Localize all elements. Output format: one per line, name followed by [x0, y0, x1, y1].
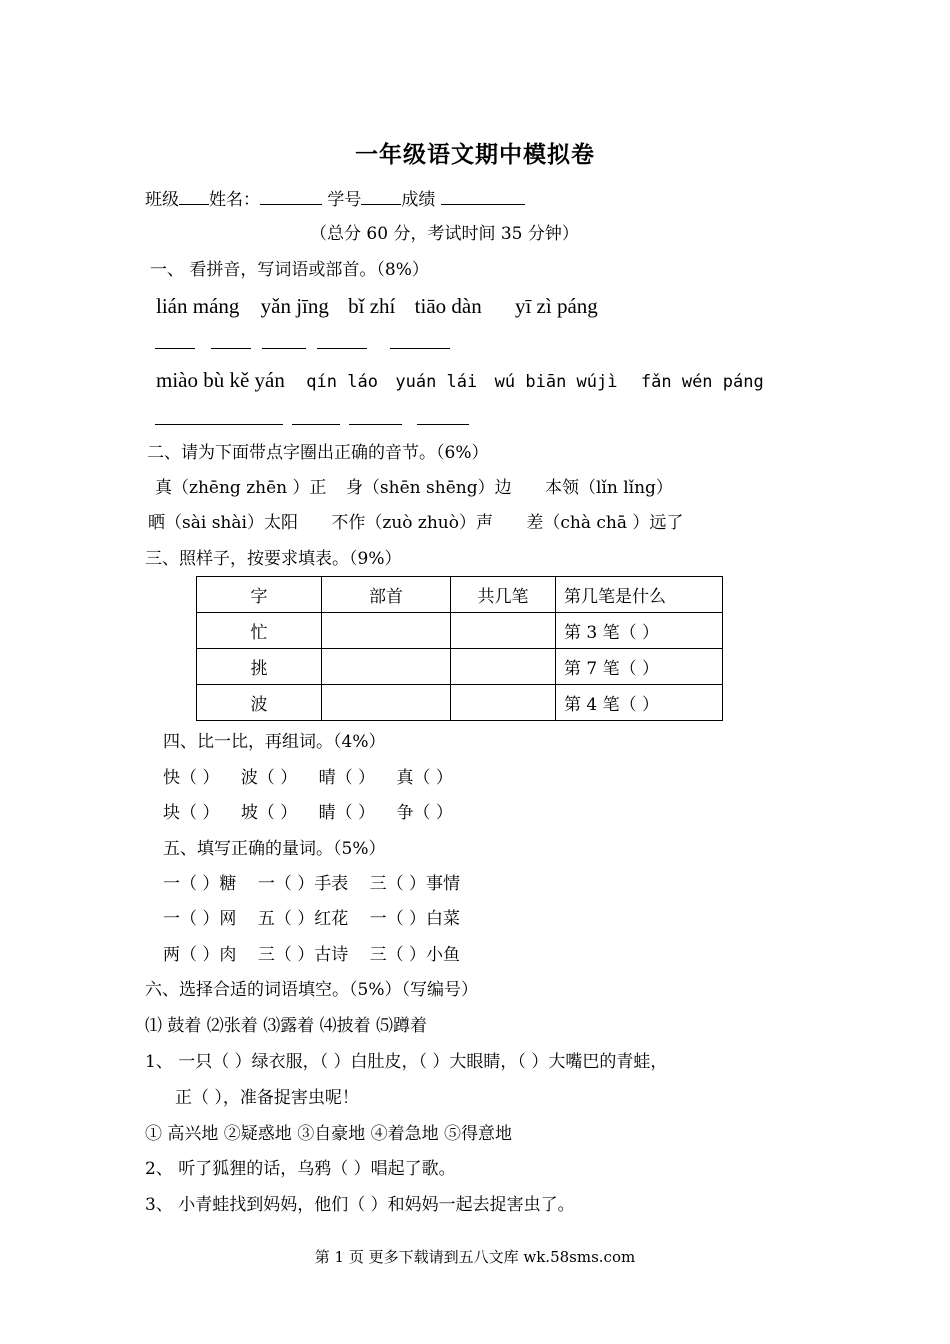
table-row	[197, 649, 723, 685]
table-cell[interactable]	[451, 613, 556, 649]
stroke-table	[196, 576, 723, 721]
page-title: 一年级语文期中模拟卷	[355, 141, 595, 168]
q5-row	[163, 873, 460, 895]
pinyin-item: yuán lái	[395, 372, 478, 392]
word-blank[interactable]: 坡（ ）	[240, 803, 298, 823]
table-cell: 忙	[197, 613, 322, 649]
q1-heading: 一、 看拼音，写词语或部首。（8%）	[150, 260, 429, 280]
measure-blank[interactable]: 五（ ）红花	[257, 909, 349, 929]
answer-line[interactable]	[155, 348, 195, 349]
q5-heading: 五、填写正确的量词。（5%）	[163, 839, 386, 859]
pinyin-item: bǐ zhí	[348, 294, 396, 318]
table-cell[interactable]: 第 3 笔（ ）	[556, 613, 723, 649]
table-header-row	[197, 577, 723, 613]
word-blank[interactable]: 块（ ）	[163, 803, 220, 823]
measure-blank[interactable]: 三（ ）事情	[369, 874, 461, 894]
measure-blank[interactable]: 一（ ）白菜	[369, 909, 461, 929]
name-label: 姓名：	[209, 190, 260, 210]
measure-blank[interactable]: 一（ ）手表	[257, 874, 349, 894]
syllable-item[interactable]: 本领（lǐn lǐng）	[545, 478, 673, 498]
answer-line[interactable]	[155, 424, 283, 425]
word-blank[interactable]: 真（ ）	[396, 768, 453, 788]
pinyin-item: qín láo	[306, 372, 378, 392]
table-header: 共几笔	[451, 577, 556, 613]
syllable-item[interactable]: 真（zhēng zhēn ）正	[155, 478, 327, 498]
pinyin-item: miào bù kě yán	[156, 368, 285, 392]
pinyin-item: fǎn wén páng	[640, 372, 764, 392]
pinyin-item: lián máng	[156, 294, 240, 318]
q2-row2	[148, 512, 683, 534]
q4-row2	[163, 802, 453, 824]
q4-heading: 四、比一比，再组词。（4%）	[163, 732, 386, 752]
q6-sentence-2[interactable]: 2、 听了狐狸的话，乌鸦（ ）唱起了歌。	[145, 1159, 456, 1179]
score-label: 成绩	[401, 190, 436, 210]
pinyin-item: yǎn jīng	[260, 294, 329, 318]
measure-blank[interactable]: 两（ ）肉	[163, 945, 237, 965]
student-info-row	[145, 188, 525, 211]
score-blank[interactable]	[441, 188, 525, 205]
measure-blank[interactable]: 一（ ）网	[163, 909, 237, 929]
q6-options-1: ⑴ 鼓着 ⑵张着 ⑶露着 ⑷披着 ⑸蹲着	[145, 1016, 428, 1036]
id-label: 学号	[327, 190, 362, 210]
word-blank[interactable]: 快（ ）	[163, 768, 220, 788]
word-blank[interactable]: 波（ ）	[240, 768, 298, 788]
table-cell[interactable]: 第 4 笔（ ）	[556, 685, 723, 721]
pinyin-item: tiāo dàn	[414, 294, 482, 318]
q5-row	[163, 944, 460, 966]
q6-sentence-3[interactable]: 3、 小青蛙找到妈妈，他们（ ）和妈妈一起去捉害虫了。	[145, 1195, 575, 1215]
answer-line[interactable]	[262, 348, 306, 349]
measure-blank[interactable]: 三（ ）古诗	[257, 945, 349, 965]
word-blank[interactable]: 争（ ）	[396, 803, 453, 823]
q6-sentence-1b[interactable]: 正（ ），准备捉害虫呢！	[175, 1088, 359, 1108]
q6-options-2: ① 高兴地 ②疑惑地 ③自豪地 ④着急地 ⑤得意地	[145, 1124, 513, 1144]
measure-blank[interactable]: 三（ ）小鱼	[369, 945, 461, 965]
id-blank[interactable]	[361, 188, 401, 205]
class-blank[interactable]	[179, 188, 209, 205]
table-cell[interactable]	[322, 649, 451, 685]
pinyin-item: wú biān wújì	[494, 372, 618, 392]
q6-heading: 六、选择合适的词语填空。（5%）（写编号）	[145, 980, 478, 1000]
exam-subtitle: （总分 60 分，考试时间 35 分钟）	[310, 224, 579, 244]
table-cell[interactable]	[322, 685, 451, 721]
table-row	[197, 685, 723, 721]
syllable-item[interactable]: 身（shēn shēng）边	[345, 478, 512, 498]
word-blank[interactable]: 晴（ ）	[318, 768, 376, 788]
answer-line[interactable]	[349, 424, 402, 425]
q3-heading: 三、照样子，按要求填表。（9%）	[145, 549, 402, 569]
q5-row	[163, 908, 460, 930]
table-cell[interactable]	[451, 649, 556, 685]
table-cell: 波	[197, 685, 322, 721]
table-header: 字	[197, 577, 322, 613]
q1-pinyin-row2	[156, 369, 764, 393]
answer-line[interactable]	[292, 424, 340, 425]
syllable-item[interactable]: 不作（zuò zhuò）声	[331, 513, 493, 533]
table-row	[197, 613, 723, 649]
table-header: 第几笔是什么	[556, 577, 723, 613]
q2-row1	[155, 477, 673, 499]
page-footer: 第 1 页 更多下载请到五八文库 wk.58sms.com	[314, 1248, 636, 1266]
class-label: 班级	[145, 190, 179, 210]
table-cell[interactable]	[322, 613, 451, 649]
syllable-item[interactable]: 晒（sài shài）太阳	[148, 513, 298, 533]
syllable-item[interactable]: 差（chà chā ）远了	[526, 513, 684, 533]
answer-line[interactable]	[211, 348, 251, 349]
table-cell[interactable]	[451, 685, 556, 721]
table-cell[interactable]: 第 7 笔（ ）	[556, 649, 723, 685]
q4-row1	[163, 767, 453, 789]
q6-sentence-1a[interactable]: 1、 一只（ ）绿衣服，（ ）白肚皮，（ ）大眼睛，（ ）大嘴巴的青蛙，	[145, 1052, 668, 1072]
name-blank[interactable]	[260, 188, 322, 205]
table-header: 部首	[322, 577, 451, 613]
pinyin-item: yī zì páng	[514, 294, 598, 318]
q1-pinyin-row1	[156, 295, 598, 317]
word-blank[interactable]: 睛（ ）	[318, 803, 376, 823]
q2-heading: 二、请为下面带点字圈出正确的音节。（6%）	[147, 443, 489, 463]
answer-line[interactable]	[317, 348, 367, 349]
measure-blank[interactable]: 一（ ）糖	[163, 874, 237, 894]
table-cell: 挑	[197, 649, 322, 685]
answer-line[interactable]	[390, 348, 450, 349]
answer-line[interactable]	[417, 424, 469, 425]
